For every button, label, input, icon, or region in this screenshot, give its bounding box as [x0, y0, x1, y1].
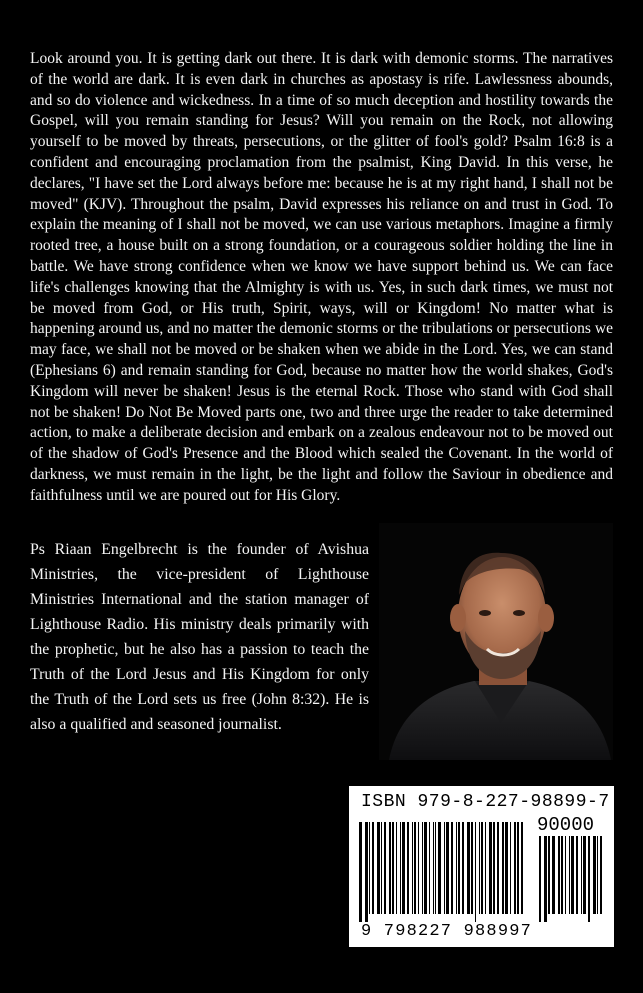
- barcode-bar: [497, 822, 499, 914]
- barcode-bar: [407, 822, 409, 914]
- barcode-bar: [565, 836, 566, 914]
- barcode-bar: [493, 822, 495, 914]
- barcode-bar: [365, 822, 368, 922]
- barcode-bar: [558, 836, 560, 914]
- barcode-bar: [544, 836, 547, 922]
- barcode-bar: [462, 822, 464, 914]
- barcode-bar: [548, 836, 550, 914]
- barcode-bar: [422, 822, 423, 914]
- barcode-bar: [588, 836, 590, 922]
- barcode-bar: [446, 822, 449, 914]
- author-bio: Ps Riaan Engelbrecht is the founder of Avishua Ministries, the vice-president of Lighthouse Ministries International and the station manager of Lighthouse Radio. His ministry deals primarily with the prophetic, but he also has a passion to teach the Truth of the Lord Jesus and His Kingdom for only the Truth of the Lord sets us free (John 8:32). He is also a qualified and seasoned journalist.: [30, 541, 369, 733]
- barcode-bar: [581, 836, 582, 914]
- barcode-bar: [479, 822, 480, 914]
- barcode-bar: [583, 836, 586, 914]
- barcode-bar: [400, 822, 401, 914]
- barcode-bar: [481, 822, 483, 914]
- barcode-bar: [467, 822, 470, 914]
- barcode-bar: [396, 822, 397, 914]
- barcode-bar: [429, 822, 430, 914]
- barcode-bar: [600, 836, 602, 914]
- addon-bars: [537, 836, 607, 922]
- barcode-bar: [418, 822, 419, 914]
- barcode-bar: [369, 822, 370, 914]
- barcode-bar: [510, 822, 511, 914]
- barcode-bar: [372, 822, 374, 914]
- barcode-bar: [412, 822, 413, 914]
- isbn-barcode: [349, 786, 614, 947]
- barcode-bar: [402, 822, 405, 914]
- barcode-bar: [471, 822, 473, 914]
- barcode-bar: [569, 836, 570, 914]
- barcode-bar: [451, 822, 453, 914]
- barcode-bar: [475, 822, 476, 922]
- barcode-bar: [438, 822, 441, 914]
- isbn-label: ISBN 979-8-227-98899-7: [361, 792, 610, 812]
- author-portrait-image: [379, 523, 613, 760]
- barcode-bar: [389, 822, 391, 914]
- barcode-bar: [552, 836, 555, 914]
- barcode-bar: [489, 822, 492, 914]
- barcode-bar: [593, 836, 596, 914]
- barcode-bar: [571, 836, 574, 914]
- barcode-bar: [414, 822, 416, 914]
- barcode-bar: [561, 836, 563, 914]
- barcode-digits: 9 798227 988997: [361, 922, 533, 941]
- barcode-bar: [502, 822, 504, 914]
- barcode-bar: [424, 822, 427, 914]
- barcode-bar: [444, 822, 445, 914]
- barcode-bar: [576, 836, 578, 914]
- barcode-bar: [384, 822, 386, 914]
- barcode-bar: [505, 822, 508, 914]
- barcode-bar: [539, 836, 541, 922]
- price-code: 90000: [537, 814, 595, 836]
- barcode-bar: [456, 822, 457, 914]
- ean-bars: [357, 822, 529, 922]
- barcode-bar: [392, 822, 394, 914]
- barcode-bar: [381, 822, 382, 914]
- barcode-bar: [597, 836, 598, 914]
- barcode-bar: [377, 822, 380, 914]
- barcode-bar: [517, 822, 519, 914]
- barcode-bar: [521, 822, 523, 914]
- barcode-bar: [435, 822, 436, 914]
- barcode-bar: [485, 822, 486, 914]
- barcode-bar: [458, 822, 460, 914]
- author-photo: [379, 523, 613, 760]
- barcode-bar: [433, 822, 434, 914]
- barcode-bar: [514, 822, 516, 914]
- barcode-bar: [359, 822, 362, 922]
- back-cover-blurb: Look around you. It is getting dark out there. It is dark with demonic storms. The narratives of the world are dark. It is even dark in churches as apostasy is rife. Lawlessness abounds, and so do violence and wickedness. In a time of so much deception and hostility towards the Gospel, will you remain standing for Jesus? Will you remain on the Rock, not allowing yourself to be moved by threats, persecutions, or the glitter of fool's gold? Psalm 16:8 is a confident and encouraging proclamation from the psalmist, King David. In this verse, he declares, "I have set the Lord always before me: because he is at my right hand, I shall not be moved" (KJV). Throughout the psalm, David expresses his reliance on and trust in God. To explain the meaning of I shall not be moved, we can use various metaphors. Imagine a firmly rooted tree, a house built on a strong foundation, or a courageous soldier holding the line in battle. We have strong confidence when we know we have support behind us. We can face life's challenges knowing that the Almighty is with us. Yes, in such dark times, we must not be moved from God, or His truth, Spirit, ways, will or Kingdom! No matter what is happening around us, and no matter the demonic storms or the tribulations or persecutions we may face, we shall not be moved or be shaken when we abide in the Lord. Yes, we can stand (Ephesians 6) and remain standing for God, because no matter how the world shakes, God's Kingdom will never be shaken! Jesus is the eternal Rock. Those who stand with God shall not be shaken! Do Not Be Moved parts one, two and three urge the reader to take determined action, to make a deliberate decision and embark on a zealous endeavour not to be moved out of the shadow of God's Presence and the Blood which sealed the Covenant. In the world of darkness, we must remain in the light, be the light and follow the Saviour in obedience and faithfulness until we are poured out for His Glory.: [30, 50, 613, 504]
